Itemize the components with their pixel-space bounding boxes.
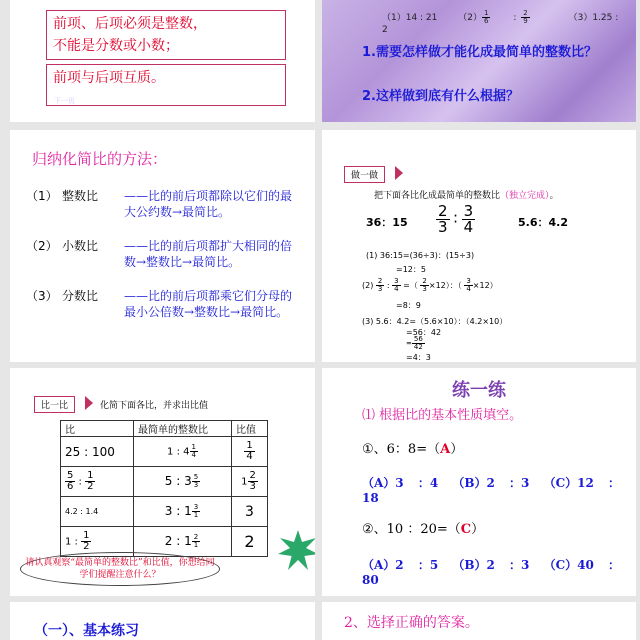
q2-answer: C: [460, 522, 472, 537]
instruction-end: 。: [549, 191, 559, 201]
q1-text: ①、6：8=（: [362, 442, 441, 457]
solution-2-line2: =8：9: [396, 301, 421, 310]
basic-practice-title: （一）、基本练习: [34, 623, 139, 639]
ex2-frac1: $\frac{2}{3}$: [438, 202, 448, 236]
ratio-2: [458, 9, 550, 25]
slide-practice[interactable]: [322, 130, 636, 362]
method-num: （1）: [26, 189, 58, 203]
q1-answer: A: [440, 442, 451, 457]
ex2-sep: :: [453, 208, 459, 227]
cell-simplest: 2 : 1 $\frac{2}{1}$: [134, 527, 232, 557]
exercise-3: 5.6：4.2: [518, 216, 568, 229]
solution-2-label: (2): [362, 281, 374, 290]
rule-box-integers: [46, 10, 286, 60]
ratio-3: （3）1.25 : 2: [382, 13, 619, 35]
cell-simplest: 3 : 1 $\frac{3}{1}$: [134, 497, 232, 527]
q1-options[interactable]: （A）3 ：4 （B）2 ：3 （C）12 ：18: [362, 476, 620, 505]
rule-box-coprime: [46, 64, 286, 106]
method-desc: ——比的前后项都除以它们的最大公约数→最简比。: [124, 189, 293, 219]
rule1-line1: 前项、后项必须是整数，: [53, 16, 207, 32]
table-row: [61, 467, 268, 497]
methods-title: 归纳化简比的方法：: [32, 150, 168, 168]
cell-ratio: 1 : $\frac{1}{2}$: [61, 527, 134, 557]
hint-bubble: 请认真观察“最简单的整数比”和比值，你想给同学们提醒注意什么？: [20, 552, 220, 586]
question-1: [362, 442, 463, 458]
method-num: （2）: [26, 239, 58, 253]
ratio-1: （1）14 : 21: [382, 13, 438, 23]
header-simplest: 最简单的整数比: [134, 421, 232, 437]
slide-choose[interactable]: [322, 602, 636, 640]
slide-basic-practice[interactable]: [10, 602, 315, 640]
solution-3-line2: =56：42: [406, 328, 442, 337]
cell-simplest: 1 : 4 $\frac{1}{4}$: [134, 437, 232, 467]
solution-1-line2: =12：5: [396, 265, 426, 274]
exercise-1: 36：15: [366, 216, 408, 229]
q2-text: ②、10 ：20=（: [362, 522, 461, 537]
simplify-table: [60, 420, 268, 557]
cell-value: 3: [232, 497, 268, 527]
method-num: （3）: [26, 289, 58, 303]
question-1: 1.需要怎样做才能化成最简单的整数比？: [362, 45, 597, 60]
slide-rules[interactable]: [10, 0, 315, 122]
solution-3-line4: =4：3: [406, 353, 431, 362]
solution-2-line1: (2) $\frac{2}{3}$ : $\frac{3}{4}$ =（ $\frac{2}{3}$ ×12）：（ $\frac{3}{4}$ ×12）: [362, 277, 498, 293]
practice-tag-arrow: [395, 166, 403, 180]
slide-exercise[interactable]: [322, 368, 636, 596]
choose-title: 2、选择正确的答案。: [344, 615, 479, 631]
solution-3-line3: = $\frac{56}{42}$: [406, 335, 423, 351]
question-2: 2.这样做到底有什么根据？: [362, 89, 519, 104]
method-name: 整数比: [62, 189, 99, 203]
slide-methods[interactable]: [10, 130, 315, 362]
header-ratio: 比: [61, 421, 134, 437]
cell-ratio: $\frac{5}{6}$ : $\frac{1}{2}$: [61, 467, 134, 497]
compare-instruction: 化简下面各比，并求出比值: [100, 401, 209, 411]
question-2: [362, 522, 484, 538]
compare-tag: 比一比: [34, 396, 75, 413]
practice-tag: 做一做: [344, 166, 385, 183]
solution-3-line1: (3) 5.6：4.2=（5.6×10）：（4.2×10）: [362, 317, 508, 326]
q1-end: ）: [450, 442, 464, 457]
method-name: 小数比: [62, 239, 99, 253]
instruction-text: 把下面各比化成最简单的整数比: [374, 191, 501, 201]
sol2-frac-b: $\frac{3}{4}$: [394, 277, 399, 293]
ratio-2-sep: :: [513, 13, 517, 23]
slide-questions[interactable]: [322, 0, 636, 122]
ratio-2-label: （2）: [458, 13, 482, 23]
rule1-line2: 不能是分数或小数；: [53, 38, 179, 54]
ratio-2-frac1: $\frac{1}{6}$: [484, 9, 489, 25]
table-row: [61, 437, 268, 467]
method-name: 分数比: [62, 289, 99, 303]
sol2-frac-a: $\frac{2}{3}$: [377, 277, 383, 293]
ratio-list: [382, 10, 636, 35]
ratio-2-frac2: $\frac{2}{9}$: [523, 9, 528, 25]
solution-1-line1: (1) 36:15=(36÷3)：(15÷3): [366, 251, 475, 260]
starburst-icon: [278, 530, 315, 570]
method-desc: ——比的前后项都乘它们分母的最小公倍数→整数比→最简比。: [124, 289, 293, 319]
header-value: 比值: [232, 421, 268, 437]
ex2-frac2: $\frac{3}{4}$: [463, 202, 474, 236]
rule2-text: 前项与后项互质。: [53, 70, 165, 86]
compare-tag-arrow: [85, 396, 93, 410]
sol3-frac: $\frac{56}{42}$: [413, 335, 423, 351]
exercise-subtitle: ⑴ 根据比的基本性质填空。: [362, 408, 523, 423]
cell-value: $\frac{1}{4}$: [232, 437, 268, 467]
cell-value: 1 $\frac{2}{3}$: [232, 467, 268, 497]
cell-ratio: 25 : 100: [61, 437, 134, 467]
cell-value: 2: [232, 527, 268, 557]
cell-simplest: 5 : 3 $\frac{5}{3}$: [134, 467, 232, 497]
practice-instruction: [374, 188, 559, 201]
q2-options[interactable]: （A）2 ：5 （B）2 ：3 （C）40 ：80: [362, 558, 620, 587]
sol2-frac-d: $\frac{3}{4}$: [466, 277, 471, 293]
exercise-title: 练一练: [452, 380, 506, 401]
method-desc: ——比的前后项都扩大相同的倍数→整数比→最简比。: [124, 239, 293, 269]
cell-ratio: 4.2 : 1.4: [61, 497, 134, 527]
faint-link[interactable]: 下一页: [54, 97, 75, 105]
instruction-note: （独立完成）: [500, 191, 550, 201]
sol2-frac-c: $\frac{2}{3}$: [422, 277, 427, 293]
q2-end: ）: [471, 522, 485, 537]
exercise-2: [436, 204, 475, 235]
table-header: [61, 421, 268, 437]
slide-compare[interactable]: [10, 368, 315, 596]
table-row: [61, 497, 268, 527]
